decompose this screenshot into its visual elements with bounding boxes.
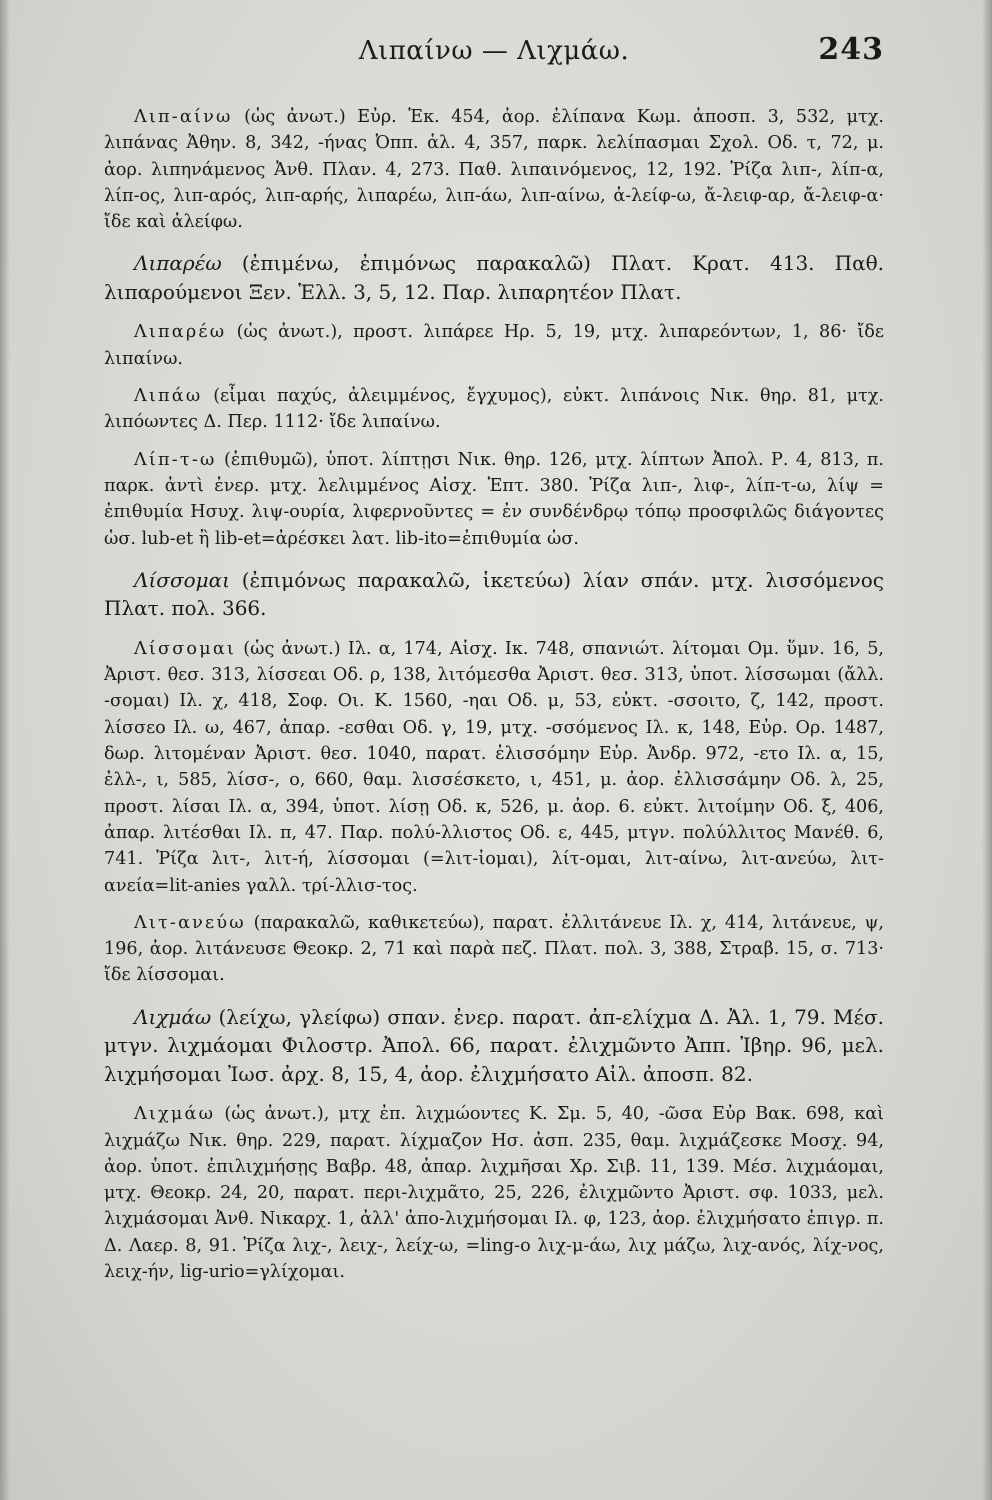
entry-lemma: Λιπαρέω	[134, 251, 222, 276]
running-title: Λιπαίνω — Λιχμάω.	[358, 36, 630, 66]
dictionary-entry	[104, 636, 884, 899]
dictionary-entry	[104, 1003, 884, 1089]
dictionary-entry	[104, 104, 884, 235]
dictionary-entry	[104, 447, 884, 552]
entry-lemma: Λιπαρέω	[134, 322, 227, 343]
dictionary-entries	[104, 104, 884, 1285]
dictionary-entry	[104, 1101, 884, 1285]
entry-lemma: Λιτ-ανεύω	[134, 912, 246, 933]
entry-lemma: Λιπάω	[134, 386, 203, 407]
entry-text: (ὡς ἀνωτ.), προστ. λιπάρεε Ηρ. 5, 19, μτχ. λιπαρεόντων, 1, 86· ἴδε λιπαίνω.	[104, 322, 884, 369]
page-number: 243	[818, 32, 884, 67]
entry-text: (ὡς ἀνωτ.) Εὐρ. Ἑκ. 454, ἀορ. ἐλίπανα Κωμ. ἀποσπ. 3, 532, μτχ. λιπάνας Ἀθην. 8, 342, -ήνας Ὀππ. ἁλ. 4, 357, παρκ. λελίπασμαι Σχολ. Οδ. τ, 72, μ. ἀορ. λιπηνάμενος Ἀνθ. Πλαν. 4, 273. Παθ. λιπαινόμενος, 12, 192. Ῥίζα λιπ-, λίπ-α, λίπ-ος, λιπ-αρός, λιπ-αρής, λιπαρέω, λιπ-άω, λιπ-αίνω, ἀ-λείφ-ω, ἄ-λειφ-αρ, ἄ-λειφ-α· ἴδε καὶ ἀλείφω.	[104, 107, 884, 233]
scan-edge-left	[0, 0, 10, 1500]
dictionary-entry	[104, 566, 884, 623]
entry-lemma: Λίπ-τ-ω	[134, 449, 217, 470]
entry-text: (παρακαλῶ, καθικετεύω), παρατ. ἐλλιτάνευε Ιλ. χ, 414, λιτάνευε, ψ, 196, ἀορ. λιτάνευσε Θεοκρ. 2, 71 καὶ παρὰ πεζ. Πλατ. πολ. 3, 388, Στραβ. 15, σ. 713· ἴδε λίσσομαι.	[104, 912, 884, 986]
dictionary-entry	[104, 249, 884, 306]
entry-lemma: Λιχμάω	[134, 1004, 212, 1029]
entry-lemma: Λίσσομαι	[134, 638, 237, 659]
dictionary-entry	[104, 319, 884, 372]
entry-lemma: Λιχμάω	[134, 1104, 216, 1125]
entry-text: (εἶμαι παχύς, ἀλειμμένος, ἔγχυμος), εὐκτ. λιπάνοις Νικ. θηρ. 81, μτχ. λιπόωντες Δ. Περ. 1112· ἴδε λιπαίνω.	[104, 386, 884, 433]
entry-text: (ὡς ἀνωτ.), μτχ ἐπ. λιχμώοντες Κ. Σμ. 5, 40, -ῶσα Εὐρ Βακ. 698, καὶ λιχμάζω Νικ. θηρ. 229, παρατ. λίχμαζον Ησ. ἀσπ. 235, θαμ. λιχμάζεσκε Μοσχ. 94, ἀορ. ὑποτ. ἐπιλιχμήσῃς Βαβρ. 48, ἀπαρ. λιχμῆσαι Χρ. Σιβ. 11, 139. Μέσ. λιχμάομαι, μτχ. Θεοκρ. 24, 20, παρατ. περι-λιχμᾶτο, 25, 226, ἐλιχμῶντο Ἀριστ. σφ. 1033, μελ. λιχμάσομαι Ἀνθ. Νικαρχ. 1, ἀλλ' ἀπο-λιχμήσομαι Ιλ. φ, 123, ἀορ. ἐλιχμήσατο ἐπιγρ. π. Δ. Λαερ. 8, 91. Ῥίζα λιχ-, λειχ-, λείχ-ω, =ling-o λιχ-μ-άω, λιχ μάζω, λιχ-ανός, λίχ-νος, λειχ-ήν, lig-urio=γλίχομαι.	[104, 1104, 884, 1282]
entry-text: (ἐπιμένω, ἐπιμόνως παρακαλῶ) Πλατ. Κρατ. 413. Παθ. λιπαρούμενοι Ξεν. Ἑλλ. 3, 5, 12. Παρ. λιπαρητέον Πλατ.	[104, 251, 884, 304]
dictionary-entry	[104, 383, 884, 436]
entry-lemma: Λίσσομαι	[134, 567, 230, 592]
entry-text: (ἐπιθυμῶ), ὑποτ. λίπτῃσι Νικ. θηρ. 126, μτχ. λίπτων Ἀπολ. Ρ. 4, 813, π. παρκ. ἀντὶ ἐνερ. μτχ. λελιμμένος Αἰσχ. Ἑπτ. 380. Ῥίζα λιπ-, λιφ-, λίπ-τ-ω, λίψ = ἐπιθυμία Ησυχ. λιψ-ουρία, λιφερνοῦντες = ἐν συνδένδρῳ τόπῳ προσφιλῶς διάγοντες ὡσ. lub-et ἢ lib-et=ἀρέσκει λατ. lib-ito=ἐπιθυμία ὡσ.	[104, 449, 884, 549]
entry-lemma: Λιπ-αίνω	[134, 107, 233, 127]
entry-text: (ὡς ἀνωτ.) Ιλ. α, 174, Αἰσχ. Ικ. 748, σπανιώτ. λίτομαι Ομ. ὕμν. 16, 5, Ἀριστ. θεσ. 313, λίσσεαι Οδ. ρ, 138, λιτόμεσθα Ἀριστ. θεσ. 313, ὑποτ. λίσσωμαι (ἄλλ. -σομαι) Ιλ. χ, 418, Σοφ. Οι. Κ. 1560, -ηαι Οδ. μ, 53, εὐκτ. -σσοιτο, ζ, 142, προστ. λίσσεο Ιλ. ω, 467, ἀπαρ. -εσθαι Οδ. γ, 19, μτχ. -σσόμενος Ιλ. κ, 148, Εὐρ. Ορ. 1487, δωρ. λιτομέναν Ἀριστ. θεσ. 1040, παρατ. ἐλισσόμην Εὐρ. Ἀνδρ. 972, -ετο Ιλ. α, 15, ἐλλ-, ι, 585, λίσσ-, ο, 660, θαμ. λισσέσκετο, ι, 451, μ. ἀορ. ἐλλισσάμην Οδ. λ, 25, προστ. λίσαι Ιλ. α, 394, ὑποτ. λίσῃ Οδ. κ, 526, μ. ἀορ. 6. εὐκτ. λιτοίμην Οδ. ξ, 406, ἀπαρ. λιτέσθαι Ιλ. π, 47. Παρ. πολύ-λλιστος Οδ. ε, 445, μτγν. πολύλλιτος Μανέθ. 6, 741. Ῥίζα λιτ-, λιτ-ή, λίσσομαι (=λιτ-ἰομαι), λίτ-ομαι, λιτ-αίνω, λιτ-ανεύω, λιτ-ανεία=lit-anies γαλλ. τρί-λλισ-τος.	[104, 638, 884, 896]
page-header	[104, 28, 884, 80]
entry-text: (λείχω, γλείφω) σπαν. ἐνερ. παρατ. ἀπ-ελίχμα Δ. Ἀλ. 1, 79. Μέσ. μτγν. λιχμάομαι Φιλοστρ. Ἀπολ. 66, παρατ. ἐλιχμῶντο Ἀππ. Ἰβηρ. 96, μελ. λιχμήσομαι Ἰωσ. ἀρχ. 8, 15, 4, ἀορ. ἐλιχμήσατο Αἰλ. ἀποσπ. 82.	[104, 1004, 884, 1086]
entry-text: (ἐπιμόνως παρακαλῶ, ἱκετεύω) λίαν σπάν. μτχ. λισσόμενος Πλατ. πολ. 366.	[104, 567, 884, 621]
dictionary-entry	[104, 910, 884, 989]
scan-edge-right	[982, 0, 992, 1500]
